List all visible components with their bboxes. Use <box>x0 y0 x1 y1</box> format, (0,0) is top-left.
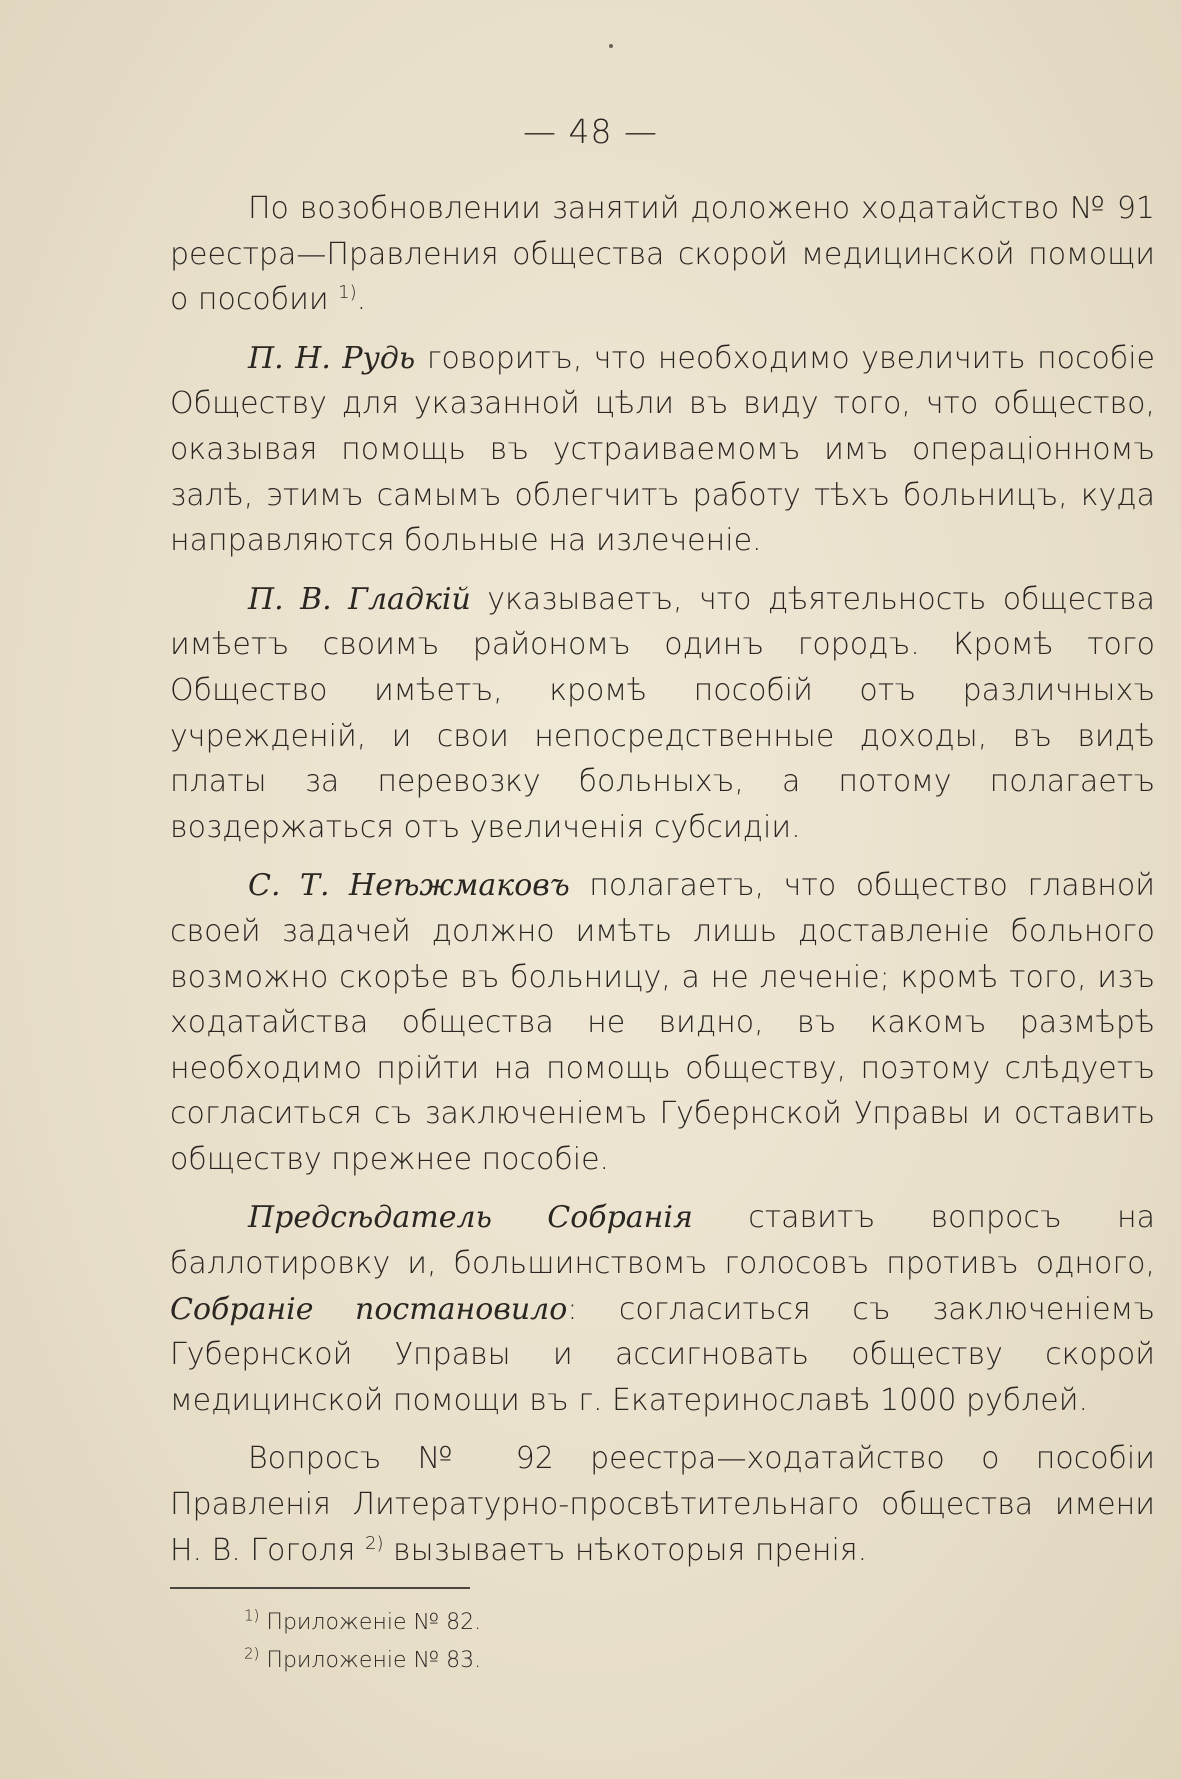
footnote <box>244 1642 481 1680</box>
paragraph-text: По возобновлении занятий доложено ходатайство № 91 реестра—Правления общества скорой медицинской помощи о пособии <box>170 191 1155 318</box>
footnote <box>244 1604 481 1642</box>
ink-speck <box>609 44 613 48</box>
paragraph <box>170 336 1155 564</box>
paragraph-text: ставитъ вопросъ на баллотировку и, большинствомъ голосовъ противъ одного, <box>170 1200 1155 1282</box>
paragraph <box>170 863 1155 1182</box>
footnote-mark: 2) <box>244 1644 260 1663</box>
speaker-name: С. Т. Неѣжмаковъ <box>248 868 570 904</box>
page-number: — 48 — <box>523 112 658 151</box>
resolution-label: Собраніе постановило <box>170 1291 568 1327</box>
paragraph <box>170 577 1155 851</box>
footnote-ref: 2) <box>364 1532 384 1554</box>
speaker-name: Предсѣдатель Собранія <box>248 1200 693 1236</box>
paragraph <box>170 1436 1155 1573</box>
resolution-text: : согласиться съ заключеніемъ Губернской Управы и ассигновать обществу скорой медицинской помощи въ г. Екатеринославѣ 1000 рублей. <box>170 1291 1155 1418</box>
speaker-name: П. В. Гладкій <box>248 581 471 617</box>
main-text <box>170 186 1155 1586</box>
paragraph <box>170 1195 1155 1423</box>
footnotes <box>244 1604 481 1680</box>
paragraph-tail: . <box>356 282 367 318</box>
speaker-name: П. Н. Рудь <box>248 340 416 376</box>
footnote-text: Приложеніе № 82. <box>266 1610 482 1635</box>
footnote-ref: 1) <box>338 282 357 304</box>
footnote-text: Приложеніе № 83. <box>266 1648 482 1673</box>
footnote-mark: 1) <box>244 1606 260 1625</box>
footnote-divider <box>170 1587 470 1589</box>
paragraph-text: указываетъ, что дѣятельность общества имѣетъ своимъ районoмъ одинъ городъ. Кромѣ того Общество имѣетъ, кромѣ пособій отъ различныхъ учрежденій, и свои непосредственные доходы, въ видѣ платы за перевозку больныхъ, а потому полагаетъ воздержаться отъ увеличенія субсидіи. <box>170 581 1155 845</box>
paragraph <box>170 186 1155 323</box>
paragraph-text: Вопросъ № 92 реестра—ходатайство о пособіи Правленія Литературно-просвѣтительнаго общества имени Н. В. Гоголя <box>170 1441 1155 1568</box>
paragraph-text: полагаетъ, что общество главной своей задачей должно имѣть лишь доставленіе больного возможно скорѣе въ больницу, а не леченіе; кромѣ того, изъ ходатайства общества не видно, въ какомъ размѣрѣ необходимо прійти на помощь обществу, поэтому слѣдуетъ согласиться съ заключеніемъ Губернской Управы и оставить обществу прежнее пособіе. <box>170 868 1155 1177</box>
paragraph-text: говоритъ, что необходимо увеличить пособіе Обществу для указанной цѣли въ виду того, что общество, оказывая помощь въ устраиваемомъ имъ операціонномъ залѣ, этимъ самымъ облегчитъ работу тѣхъ больницъ, куда направляются больные на излеченіе. <box>170 340 1156 559</box>
paragraph-tail: вызываетъ нѣкоторыя пренія. <box>383 1532 868 1568</box>
